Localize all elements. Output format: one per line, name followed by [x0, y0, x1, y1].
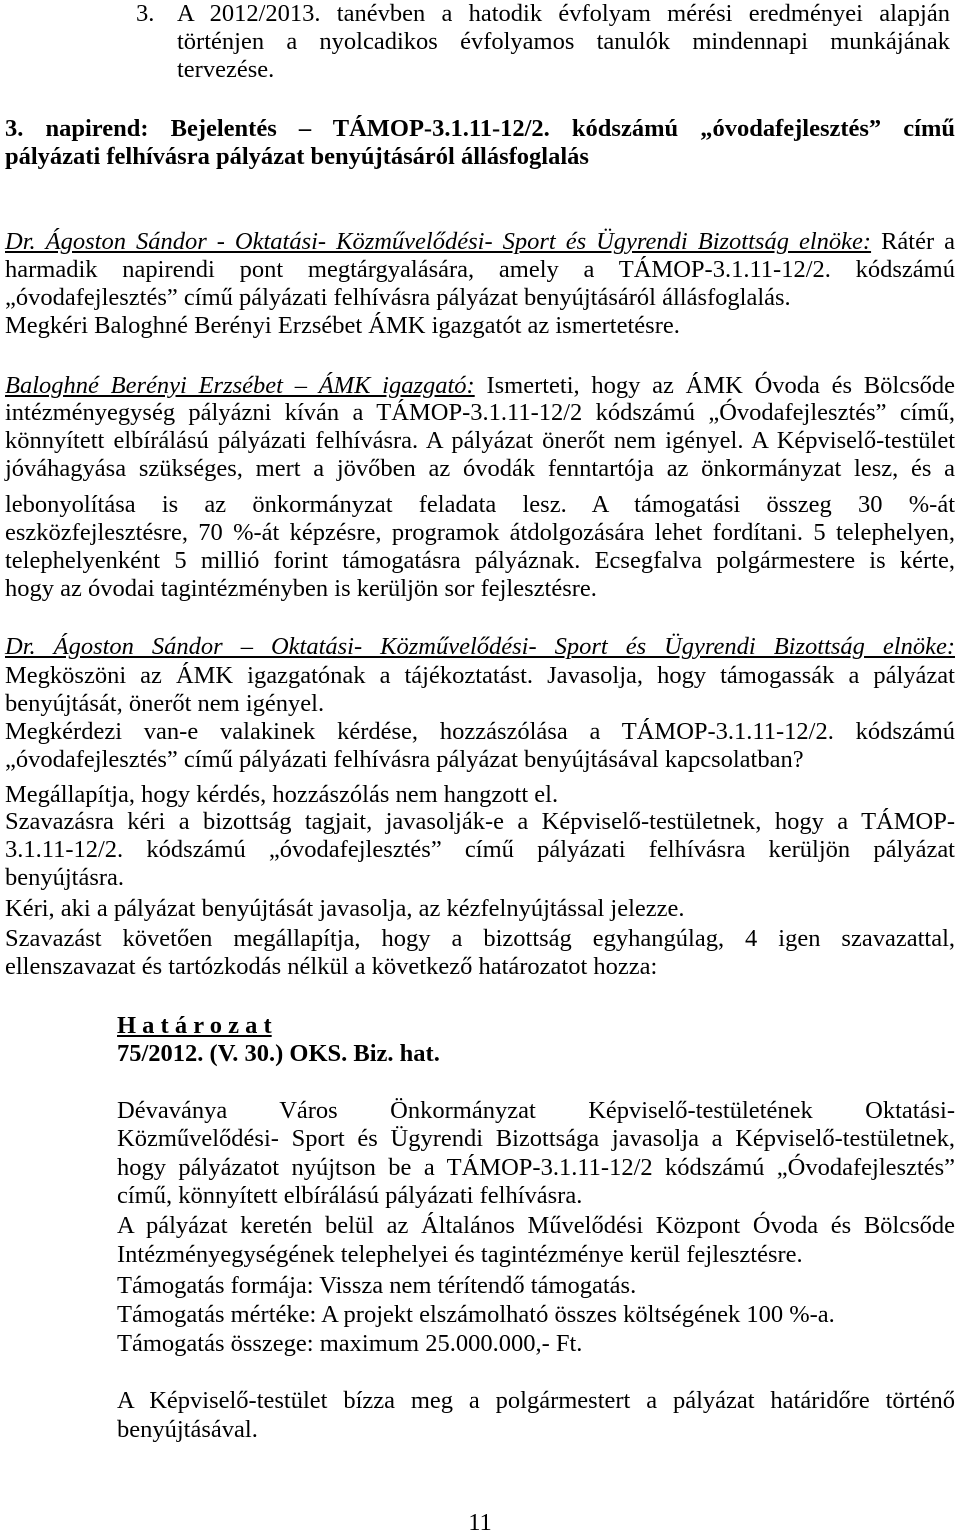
resolution-number: 75/2012. (V. 30.) OKS. Biz. hat.: [117, 1040, 440, 1067]
speech-line: Szavazásra kéri a bizottság tagjait, javasolják-e a Képviselő-testületnek, hogy a TÁMOP-: [5, 808, 955, 835]
resolution-line: A pályázat keretén belül az Általános Művelődési Központ Óvoda és Bölcsőde: [117, 1212, 955, 1239]
speech-text: Rátér a: [881, 228, 956, 255]
item-text-line: tervezése.: [177, 56, 275, 83]
resolution-line: című, könnyített elbírálású pályázati felhívásra.: [117, 1182, 583, 1209]
speech-line: „óvodafejlesztés” című pályázati felhívásra pályázat benyújtásával kapcsolatban?: [5, 746, 804, 773]
speech-line: Megköszöni az ÁMK igazgatónak a tájékoztatást. Javasolja, hogy támogassák a pályázat: [5, 662, 955, 689]
speech-line: ellenszavazat és tartózkodás nélkül a következő határozatot hozza:: [5, 953, 658, 980]
resolution-line: Intézményegységének telephelyei és tagintézménye kerül fejlesztésre.: [117, 1241, 803, 1268]
speaker-label: Baloghné Berényi Erzsébet – ÁMK igazgató:: [5, 372, 475, 399]
speech-text: Ismerteti, hogy az ÁMK Óvoda és Bölcsőde: [486, 372, 955, 399]
speech-line: lebonyolítása is az önkormányzat feladata lesz. A támogatási összeg 30 %-át: [5, 491, 955, 518]
speaker-label: Dr. Ágoston Sándor – Oktatási- Közművelődési- Sport és Ügyrendi Bizottság elnöke:: [5, 633, 955, 660]
speech-line: benyújtását, önerőt nem igényel.: [5, 690, 325, 717]
item-number: 3.: [136, 0, 155, 27]
item-text-line: A 2012/2013. tanévben a hatodik évfolyam mérési eredményei alapján: [177, 0, 950, 27]
agenda-heading-line: pályázati felhívásra pályázat benyújtásáról állásfoglalás: [5, 143, 589, 170]
speaker-line: [5, 372, 955, 400]
speech-line: jóváhagyása szükséges, mert a jövőben az óvodák fenntartója az önkormányzat lesz, és a: [5, 455, 955, 482]
speech-line: 3.1.11-12/2. kódszámú „óvodafejlesztés” című pályázati felhívásra kerüljön pályázat: [5, 836, 955, 863]
speech-line: Kéri, aki a pályázat benyújtását javasolja, az kézfelnyújtással jelezze.: [5, 895, 685, 922]
speech-line: hogy az óvodai tagintézményben is kerüljön sor fejlesztésre.: [5, 575, 597, 602]
resolution-line: Támogatás összege: maximum 25.000.000,- Ft.: [117, 1330, 583, 1357]
resolution-title: H a t á r o z a t: [117, 1012, 272, 1039]
speech-line: Szavazást követően megállapítja, hogy a bizottság egyhangúlag, 4 igen szavazattal,: [5, 925, 955, 952]
speech-line: „óvodafejlesztés” című pályázati felhívásra pályázat benyújtásáról állásfoglalás.: [5, 284, 791, 311]
resolution-line: Közművelődési- Sport és Ügyrendi Bizottsága javasolja a Képviselő-testületnek,: [117, 1125, 955, 1152]
item-text-line: történjen a nyolcadikos évfolyamos tanulók mindennapi munkájának: [177, 28, 950, 55]
speech-line: benyújtásra.: [5, 864, 125, 891]
resolution-line: Támogatás mértéke: A projekt elszámolható összes költségének 100 %-a.: [117, 1301, 835, 1328]
speaker-label: Dr. Ágoston Sándor - Oktatási- Közművelődési- Sport és Ügyrendi Bizottság elnöke:: [5, 228, 872, 255]
resolution-line: Dévaványa Város Önkormányzat Képviselő-testületének Oktatási-: [117, 1097, 955, 1124]
speech-line: Megkéri Baloghné Berényi Erzsébet ÁMK igazgatót az ismertetésre.: [5, 312, 680, 339]
speech-line: könnyített elbírálású pályázati felhívásra. A pályázat önerőt nem igényel. A Képviselő-testület: [5, 427, 955, 454]
speech-line: harmadik napirendi pont megtárgyalására, amely a TÁMOP-3.1.11-12/2. kódszámú: [5, 256, 955, 283]
agenda-heading-line: 3. napirend: Bejelentés – TÁMOP-3.1.11-12/2. kódszámú „óvodafejlesztés” című: [5, 115, 955, 142]
resolution-closing-line: benyújtásával.: [117, 1416, 258, 1443]
speaker-line: [5, 228, 955, 256]
resolution-line: hogy pályázatot nyújtson be a TÁMOP-3.1.11-12/2 kódszámú „Óvodafejlesztés”: [117, 1154, 955, 1181]
resolution-closing-line: A Képviselő-testület bízza meg a polgármestert a pályázat határidőre történő: [117, 1387, 955, 1414]
speech-line: Megkérdezi van-e valakinek kérdése, hozzászólása a TÁMOP-3.1.11-12/2. kódszámú: [5, 718, 955, 745]
resolution-line: Támogatás formája: Vissza nem térítendő támogatás.: [117, 1272, 637, 1299]
speech-line: eszközfejlesztésre, 70 %-át képzésre, programok átdolgozására lehet fordítani. 5 telephelyen,: [5, 519, 955, 546]
speech-line: intézményegység pályázni kíván a TÁMOP-3.1.11-12/2 kódszámú „Óvodafejlesztés” című,: [5, 399, 955, 426]
speech-line: Megállapítja, hogy kérdés, hozzászólás nem hangzott el.: [5, 781, 559, 808]
speech-line: telephelyenként 5 millió forint támogatásra pályáznak. Ecsegfalva polgármestere is kérte,: [5, 547, 955, 574]
page-number: 11: [468, 1509, 492, 1536]
